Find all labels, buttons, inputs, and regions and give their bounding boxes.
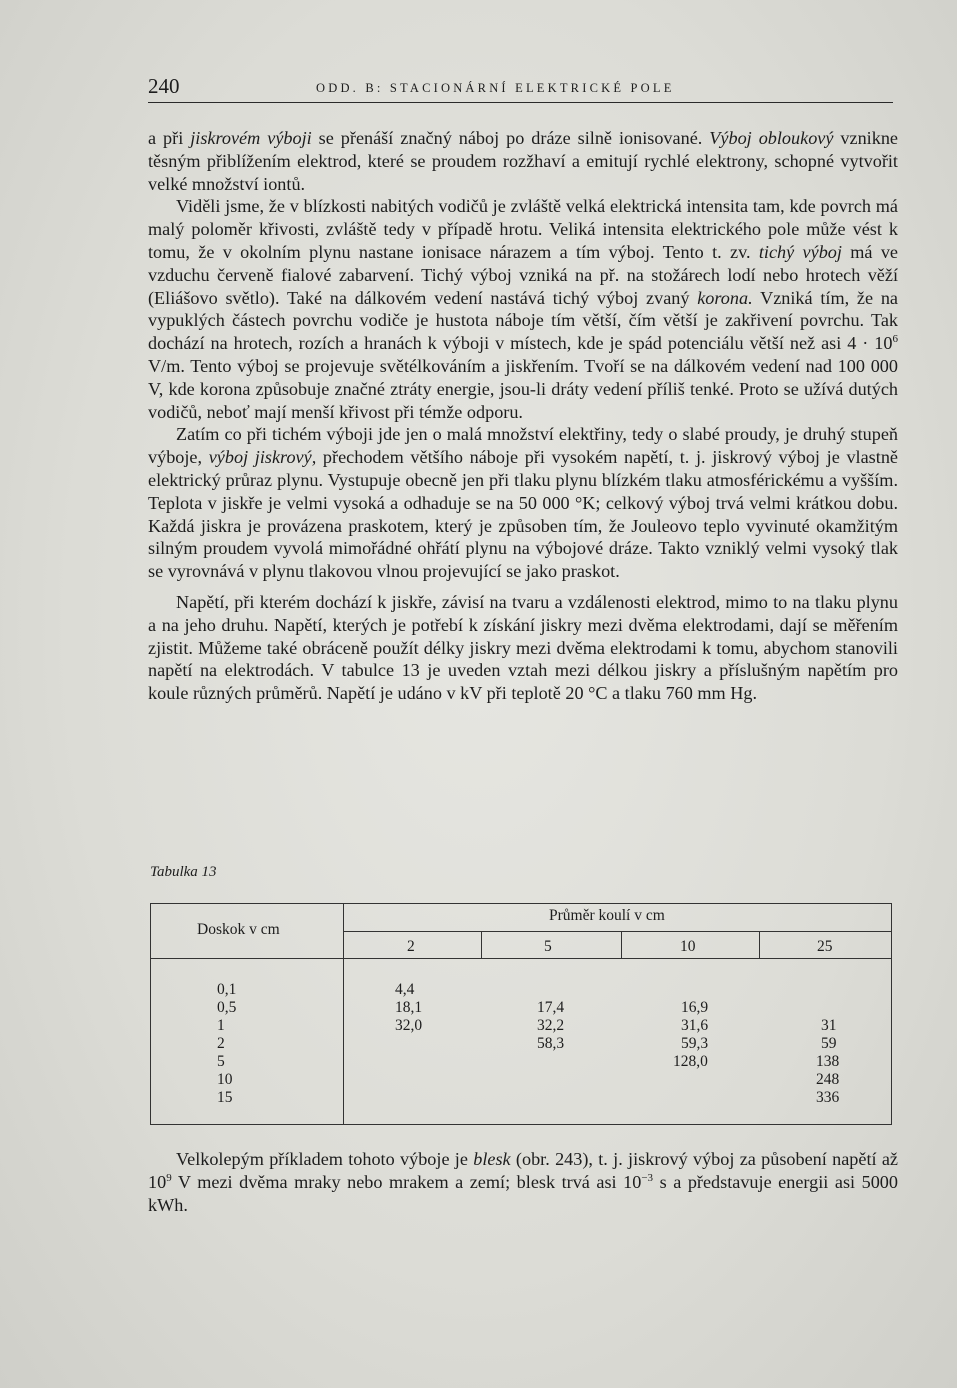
data-table xyxy=(150,903,892,1125)
table-cell: 17,4 xyxy=(537,999,565,1016)
table-cell: 10 xyxy=(217,1071,233,1088)
table-cell: 15 xyxy=(217,1089,233,1106)
diameter-header: 2 xyxy=(407,938,415,955)
paragraph: a při jiskrovém výboji se přenáší značný náboj po dráze silně ionisované. Výboj obloukový vznikne těsným přiblížením elektrod, které se proudem rozžhaví a emitují rychlé elektrony, schopné vytvořit velké množství iontů. xyxy=(148,128,898,194)
diameter-header: 10 xyxy=(680,938,696,955)
diameter-header: 5 xyxy=(544,938,552,955)
running-title: ODD. B: STACIONÁRNÍ ELEKTRICKÉ POLE xyxy=(316,81,675,95)
table-cell: 59 xyxy=(821,1035,837,1052)
table-cell: 31 xyxy=(821,1017,837,1034)
table-cell: 0,5 xyxy=(217,999,237,1016)
paragraph: Viděli jsme, že v blízkosti nabitých vodičů je zvláště velká elektrická intensita tam, kde povrch má malý poloměr křivosti, zvláště tedy v případě hrotu. Veliká intensita elektrického pole může vést k tomu, že v okolním plynu nastane ionisace nárazem a tím výboj. Tento t. zv. tichý výboj má ve vzduchu červeně fialové zabarvení. Tichý výboj vzniká na př. na stožárech lodí nebo hrotech věží (Eliášovo světlo). Také na dálkovém vedení nastává tichý výboj zvaný korona. Vzniká tím, že na vypuklých částech povrchu vodiče je hustota náboje tím větší, čím větší je zakřivení povrchu. Tak dochází na hrotech, rozích a hranách k výboji v místech, kde je spád potenciálu větší než asi $4 \cdot 10^6$ V/m. Tento výboj se projevuje světélkováním a jiskřením. Tvoří se na dálkovém vedení nad 100 000 V, kde korona způsobuje značné ztráty energie, jsou-li dráty vedení příliš tenké. Proto se užívá dutých vodičů, neboť mají menší křivost při témže odporu. xyxy=(148,196,899,422)
body-text xyxy=(148,127,898,705)
table-cell: 58,3 xyxy=(537,1035,565,1052)
table-cell: 59,3 xyxy=(681,1035,709,1052)
table-cell: 138 xyxy=(816,1053,840,1070)
table-cell: 1 xyxy=(217,1017,225,1034)
page-header xyxy=(148,72,893,103)
table-cell: 32,0 xyxy=(395,1017,423,1034)
paragraph: Napětí, při kterém dochází k jiskře, závisí na tvaru a vzdálenosti elektrod, mimo to na tlaku plynu a na jeho druhu. Napětí, kterých je potřebí k získání jiskry mezi dvěma elektrodami, dají se měřením zjistit. Můžeme také obráceně použít délky jiskry mezi dvěma elektrodami k tomu, abychom stanovili napětí na elektrodách. V tabulce 13 je uveden vztah mezi délkou jiskry a příslušným napětím pro koule různých průměrů. Napětí je udáno v kV při teplotě 20 °C a tlaku 760 mm Hg. xyxy=(148,591,898,704)
table-cell: 248 xyxy=(816,1071,840,1088)
diameter-header: 25 xyxy=(817,938,833,955)
paragraph: Velkolepým příkladem tohoto výboje je blesk (obr. 243), t. j. jiskrový výboj za působení napětí až $10^9$ V mezi dvěma mraky nebo mrakem a zemí; blesk trvá asi $10^{-3}$ s a představuje energii asi 5000 kWh. xyxy=(148,1149,899,1215)
page-number: 240 xyxy=(148,74,180,98)
table-cell: 31,6 xyxy=(681,1017,709,1034)
table-cell: 336 xyxy=(816,1089,840,1106)
table-cell: 16,9 xyxy=(681,999,709,1016)
group-header: Průměr koulí v cm xyxy=(549,907,665,924)
closing-paragraph xyxy=(148,1148,898,1216)
table-cell: 2 xyxy=(217,1035,225,1052)
table-cell: 18,1 xyxy=(395,999,423,1016)
table-cell: 32,2 xyxy=(537,1017,565,1034)
table-cell: 5 xyxy=(217,1053,225,1070)
table-cell: 0,1 xyxy=(217,981,237,998)
table-caption: Tabulka 13 xyxy=(150,864,217,880)
table-cell: 4,4 xyxy=(395,981,415,998)
paragraph: Zatím co při tichém výboji jde jen o malá množství elektřiny, tedy o slabé proudy, je druhý stupeň výboje, výboj jiskrový, přechodem většího náboje při vysokém napětí, t. j. jiskrový výboj je vlastně elektrický průraz plynu. Vystupuje obecně jen při tlaku plynu blízkém tlaku atmosférickému a vyšším. Teplota v jiskře je velmi vysoká a odhaduje se na 50 000 °K; celkový výboj trvá velmi krátkou dobu. Každá jiskra je provázena praskotem, který je způsoben tím, že Jouleovo teplo vyvinuté okamžitým silným proudem vyvolá mimořádné ohřátí plynu na výbojové dráze. Takto vzniklý velmi vysoký tlak se vyrovnává v plynu tlakovou vlnou projevující se jako praskot. xyxy=(148,424,898,582)
row-header: Doskok v cm xyxy=(197,921,280,938)
table-cell: 128,0 xyxy=(673,1053,708,1070)
